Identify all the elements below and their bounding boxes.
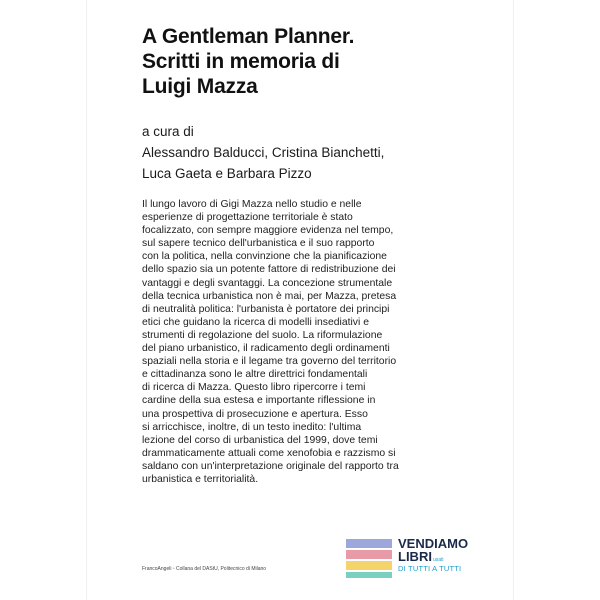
description-line: drammaticamente attuali come xenofobia e razzismo si [142,447,396,459]
description-line: del piano urbanistico, il radicamento degli ordinamenti [142,343,390,355]
title-line: Luigi Mazza [142,75,258,98]
description-line: Il lungo lavoro di Gigi Mazza nello studio e nelle [142,199,362,210]
description-line: esperienze di progettazione territoriale è stato [142,212,353,224]
editors-line: a cura di [142,124,194,139]
editors-line: Luca Gaeta e Barbara Pizzo [142,166,312,181]
book-description [142,198,492,486]
description-line: vantaggi e degli svantaggi. La concezione strumentale [142,277,393,289]
description-line: focalizzato, con sempre maggiore evidenza nel tempo, [142,225,394,237]
logo-libri: LIBRI [398,549,432,564]
description-line: si arricchisce, inoltre, di un testo inedito: l'ultima [142,421,362,433]
description-line: cardine della sua estesa e importante riflessione in [142,395,376,407]
description-line: lezione del corso di urbanistica del 1999, dove temi [142,434,378,446]
description-line: urbanistica e territorialità. [142,473,259,485]
editors-block [142,121,482,184]
description-line: di neutralità politica: l'urbanista è portatore dei principi [142,303,390,315]
book-title [142,24,472,99]
description-line: sul sapere tecnico dell'urbanistica e il suo rapporto [142,238,375,250]
description-line: di ricerca di Mazza. Questo libro ripercorre i temi [142,382,366,394]
description-line: e cittadinanza sono le altre direttrici fondamentali [142,369,368,381]
logo-text-vendiamo: VENDIAMO [398,536,469,551]
editors-line: Alessandro Balducci, Cristina Bianchetti, [142,145,385,160]
logo-stripe [346,539,392,548]
title-line: Scritti in memoria di [142,50,340,73]
logo-stripe [346,550,392,559]
description-line: dello spazio sia un potente fattore di redistribuzione dei [142,264,396,276]
title-line: A Gentleman Planner. [142,25,355,48]
description-line: della tecnica urbanistica non è mai, per Mazza, pretesa [142,290,397,302]
logo-tagline: DI TUTTI A TUTTI [398,564,462,573]
logo-usati: usati [432,557,444,563]
description-line: una prospettiva di prosecuzione e apertura. Esso [142,408,368,420]
description-line: con la politica, nella convinzione che la pianificazione [142,251,387,263]
logo-stripe [346,561,392,570]
logo-stripe [346,572,392,578]
description-line: strumenti di regolazione del suolo. La riformulazione [142,329,383,341]
publisher-note: FrancoAngeli ▫ Collana del DAStU, Politecnico di Milano [142,566,267,572]
description-line: saldano con un'interpretazione originale del rapporto tra [142,460,399,472]
description-line: etici che guidano la ricerca di modelli insediativi e [142,316,369,328]
vendiamo-libri-logo [346,537,476,589]
description-line: spaziali nella storia e il legame tra governo del territorio [142,356,397,368]
